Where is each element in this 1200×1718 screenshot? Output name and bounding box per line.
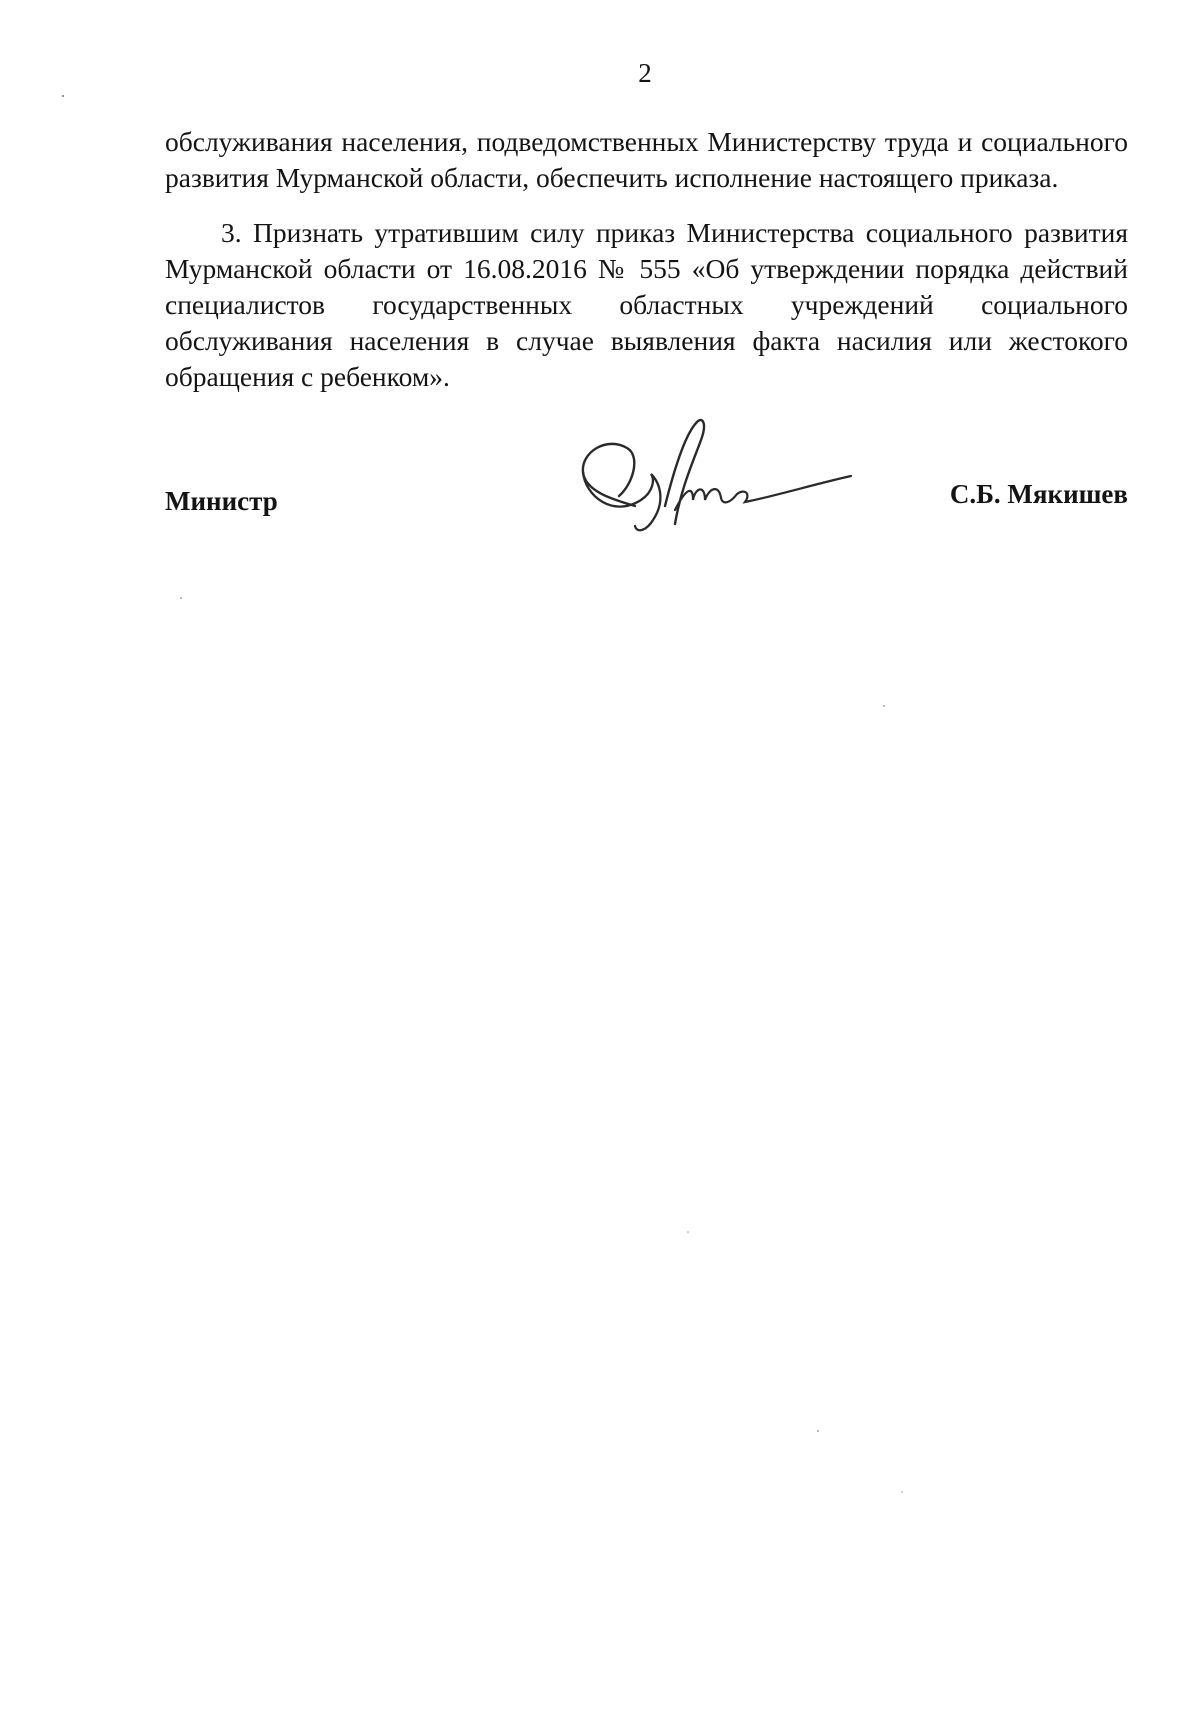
page-number: 2 [638,58,652,88]
signatory-name: С.Б. Мякишев [949,479,1128,509]
paragraph-1: обслуживания населения, подведомственных Министерству труда и социального развития Мурманской области, обеспечить исполнение настоящего приказа. [165,126,1128,193]
paragraph-continuation [165,124,1128,196]
paragraph-2: 3. Признать утратившим силу приказ Министерства социального развития Мурманской области от 16.08.2016 № 555 «Об утверждении порядка действий специалистов государственных областных учреждений социального обслуживания населения в случае выявления факта насилия или жестокого обращения с ребенком». [165,217,1128,392]
handwritten-signature [575,414,855,554]
signatory-title: Министр [165,486,278,516]
paragraph-item-3 [165,215,1128,395]
